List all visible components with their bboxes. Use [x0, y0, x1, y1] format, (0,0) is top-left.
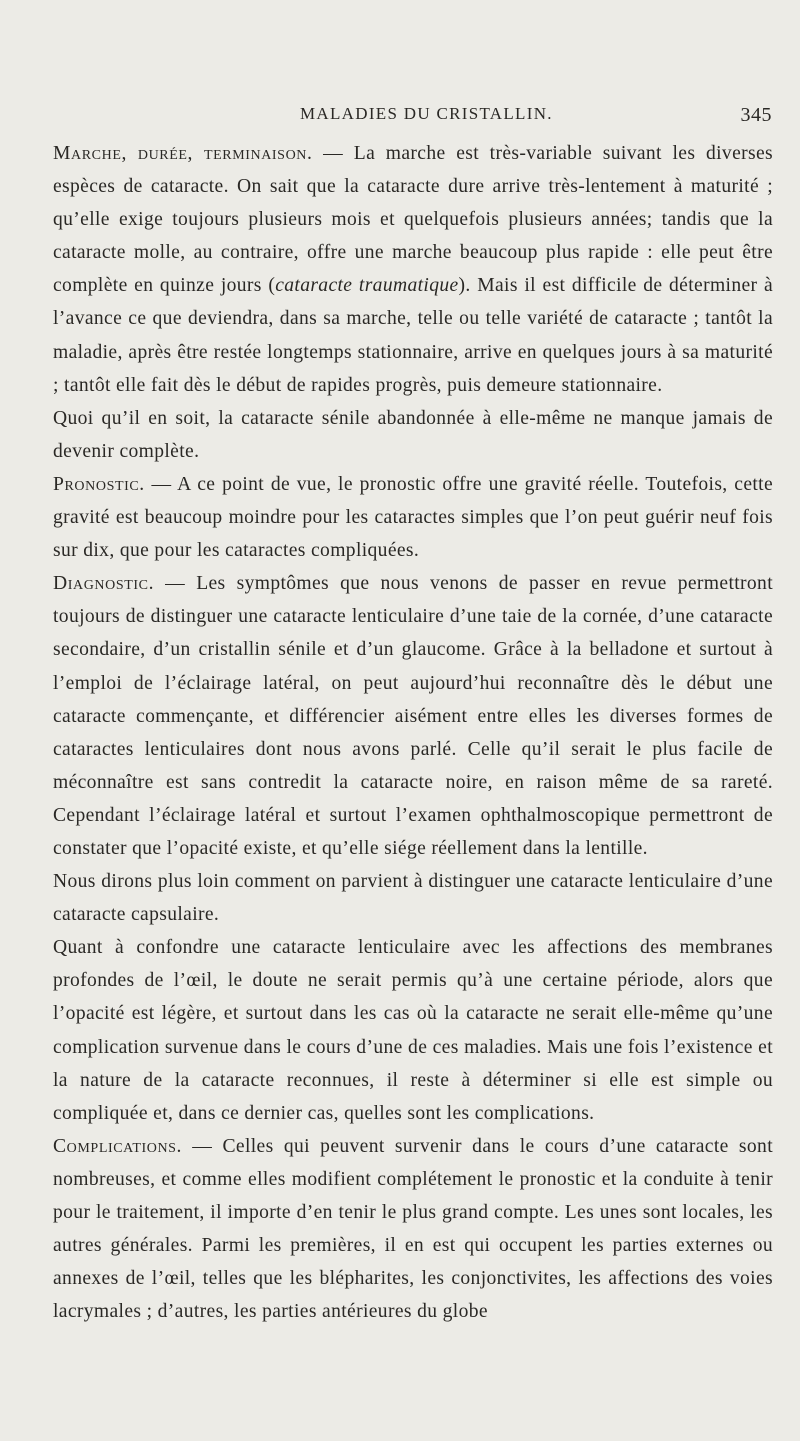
paragraph-complications [53, 1130, 773, 1329]
paragraph-diagnostic [53, 567, 773, 865]
page-number: 345 [740, 104, 772, 126]
body-text [53, 137, 773, 1328]
paragraph-marche [53, 137, 773, 402]
section-heading-pronostic: Pronostic. [53, 473, 145, 495]
paragraph-text: — Les symptômes que nous venons de passer en revue permettront toujours de distinguer une cataracte lenticulaire d’une taie de la cornée, d’une cataracte secondaire, d’un cristallin sénile et d’un glaucome. Grâce à la belladone et surtout à l’emploi de l’éclairage latéral, on peut aujourd’hui reconnaître dès le début une cataracte commençante, et différencier aisément entre elles les diverses formes de cataractes lenticulaires dont nous avons parlé. Celle qu’il serait le plus facile de méconnaître est sans contredit la cataracte noire, en raison même de sa rareté. Cependant l’éclairage latéral et surtout l’examen ophthalmoscopique permettront de constater que l’opacité existe, et qu’elle siége réellement dans la lentille. [53, 573, 773, 859]
paragraph-pronostic [53, 468, 773, 567]
paragraph-quoi: Quoi qu’il en soit, la cataracte sénile abandonnée à elle-même ne manque jamais de devenir complète. [53, 407, 773, 462]
italic-term: cataracte traumatique [275, 275, 459, 297]
running-head: MALADIES DU CRISTALLIN. [300, 104, 553, 123]
section-heading-complications: Complications. [53, 1135, 183, 1157]
paragraph-nous-dirons: Nous dirons plus loin comment on parvient à distinguer une cataracte lenticulaire d’une cataracte capsulaire. [53, 871, 773, 926]
section-heading-marche: Marche, durée, terminaison. [53, 143, 313, 164]
paragraph-text: — Celles qui peuvent survenir dans le cours d’une cataracte sont nombreuses, et comme elles modifient complétement le pronostic et la conduite à tenir pour le traitement, il importe d’en tenir le plus grand compte. Les unes sont locales, les autres générales. Parmi les premières, il en est qui occupent les parties externes ou annexes de l’œil, telles que les blépharites, les conjonctivites, les affections des voies lacrymales ; d’autres, les parties antérieures du globe [53, 1135, 773, 1323]
paragraph-text: — A ce point de vue, le pronostic offre une gravité réelle. Toutefois, cette gravité est beaucoup moindre pour les cataractes simples que l’on peut guérir neuf fois sur dix, que pour les cataractes compliquées. [53, 473, 773, 562]
page-header [0, 104, 800, 128]
section-heading-diagnostic: Diagnostic. [53, 573, 155, 595]
paragraph-quant: Quant à confondre une cataracte lenticulaire avec les affections des membranes profondes de l’œil, le doute ne serait permis qu’à une certaine période, alors que l’opacité est légère, et surtout dans les cas où la cataracte ne serait elle-même qu’une complication survenue dans le cours d’une de ces maladies. Mais une fois l’existence et la nature de la cataracte reconnues, il reste à déterminer si elle est simple ou compliquée et, dans ce dernier cas, quelles sont les complications. [53, 937, 773, 1124]
paragraph-text: — La marche est très-variable suivant les diverses espèces de cataracte. On sait que la cataracte dure arrive très-lentement à maturité ; qu’elle exige toujours plusieurs mois et quelquefois plusieurs années; tandis que la cataracte molle, au contraire, offre une marche beaucoup plus rapide : elle peut être complète en quinze jours ( [53, 143, 773, 297]
paragraph-text: ). Mais il est difficile de déterminer à l’avance ce que deviendra, dans sa marche, telle ou telle variété de cataracte ; tantôt la maladie, après être restée longtemps stationnaire, arrive en quelques jours à sa maturité ; tantôt elle fait dès le début de rapides progrès, puis demeure stationnaire. [53, 275, 773, 396]
